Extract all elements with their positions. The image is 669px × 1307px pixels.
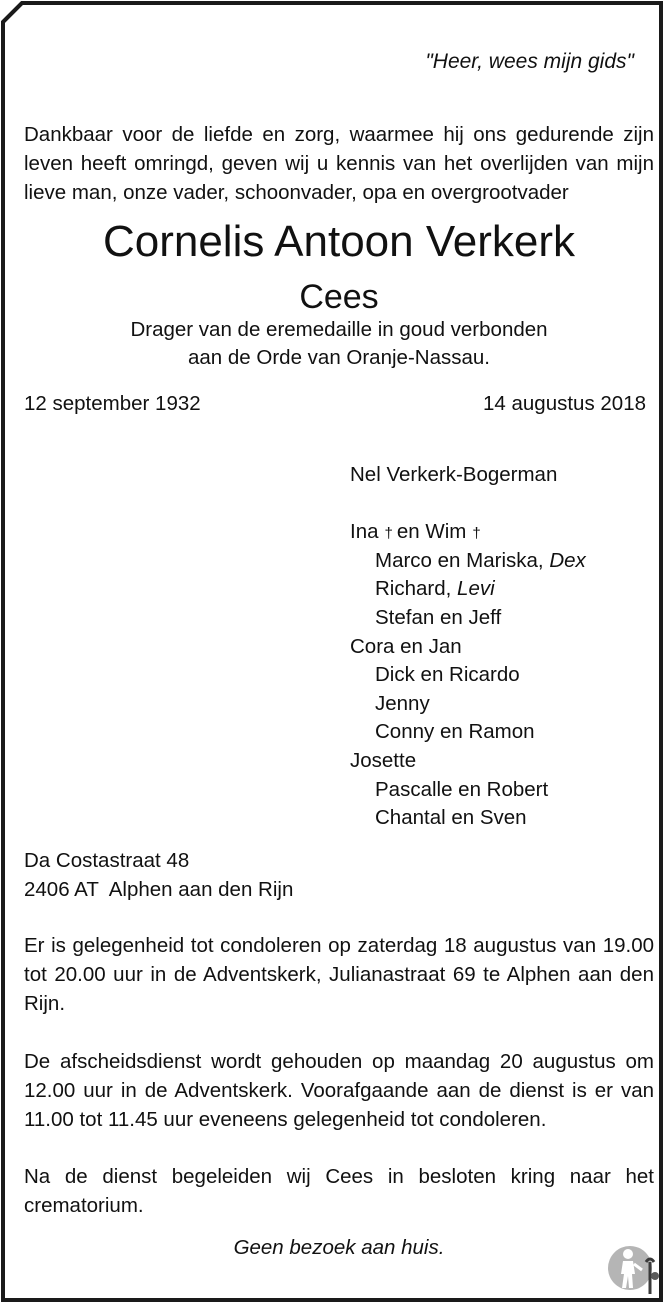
ina-connector: en Wim <box>396 520 467 544</box>
intro-line: Dankbaar voor de liefde en zorg, waarmee hij ons gedurende zijn <box>24 123 654 146</box>
grandchild-marco <box>350 547 586 576</box>
grandchild-richard <box>350 575 586 604</box>
life-dates <box>24 390 646 418</box>
family-list <box>350 461 586 833</box>
grandchild-dick: Dick en Ricardo <box>375 663 520 687</box>
closing-note: Geen bezoek aan huis. <box>233 1236 445 1259</box>
grandchild-names: Marco en Mariska, <box>375 548 544 572</box>
grandchild-stefan: Stefan en Jeff <box>375 605 502 629</box>
intro-line: lieve man, onze vader, schoonvader, opa en overgrootvader <box>24 181 569 204</box>
spouse-name: Nel Verkerk-Bogerman <box>350 463 558 486</box>
grandchild-jenny: Jenny <box>375 691 430 715</box>
great-grandchild-name: Levi <box>457 577 495 601</box>
intro-text <box>24 120 654 207</box>
address <box>24 846 293 904</box>
cremation-paragraph: Na de dienst begeleiden wij Cees in besloten kring naar het crematorium. <box>24 1165 654 1217</box>
grandchild-pascalle: Pascalle en Robert <box>375 777 549 801</box>
grandchild-conny: Conny en Ramon <box>375 720 535 744</box>
cross-icon: † <box>384 525 393 543</box>
honor-line: aan de Orde van Oranje-Nassau. <box>188 346 490 369</box>
family-member-cora: Cora en Jan <box>350 634 462 658</box>
great-grandchild-name: Dex <box>549 548 586 572</box>
death-date: 14 augustus 2018 <box>483 392 646 415</box>
service-paragraph: De afscheidsdienst wordt gehouden op maandag 20 augustus om 12.00 uur in de Adventskerk. Voorafgaande aan de dienst is er van 11.00 tot 11.45 uur eveneens gelegenheid tot condoleren. <box>24 1050 654 1131</box>
grandchild-names: Richard, <box>375 577 452 601</box>
cross-icon: † <box>472 525 481 543</box>
family-spacer <box>350 490 586 519</box>
deceased-name: Cornelis Antoon Verkerk <box>102 217 576 266</box>
birth-date: 12 september 1932 <box>24 392 201 415</box>
figure-with-cane-icon <box>606 1240 664 1298</box>
family-member-josette: Josette <box>350 748 417 772</box>
address-city: 2406 AT Alphen aan den Rijn <box>24 878 294 901</box>
honor-line: Drager van de eremedaille in goud verbonden <box>130 318 548 341</box>
honor-text <box>24 316 654 372</box>
condolence-paragraph: Er is gelegenheid tot condoleren op zaterdag 18 augustus van 19.00 tot 20.00 uur in de Adventskerk, Julianastraat 69 te Alphen aan den Rijn. <box>24 934 654 1015</box>
grandchild-chantal: Chantal en Sven <box>375 806 527 830</box>
ina-name: Ina <box>350 520 379 544</box>
intro-line: leven heeft omringd, geven wij u kennis van het overlijden van mijn <box>24 152 654 175</box>
address-street: Da Costastraat 48 <box>24 849 190 872</box>
motto: "Heer, wees mijn gids" <box>425 50 634 73</box>
family-member-ina <box>350 518 586 547</box>
deceased-nickname: Cees <box>299 278 379 316</box>
